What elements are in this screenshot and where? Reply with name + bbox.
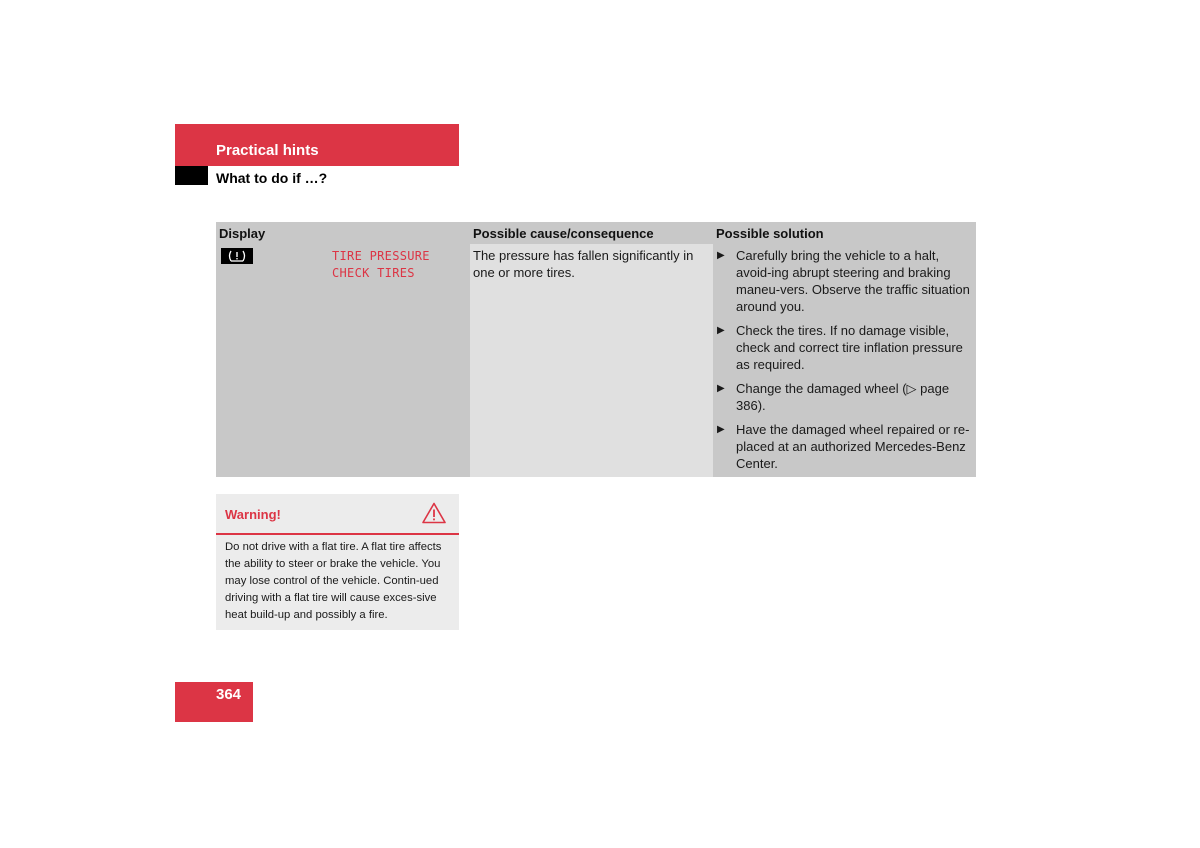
table-header-row [216,222,976,244]
column-header-cause: Possible cause/consequence [473,226,654,241]
subsection-title: What to do if …? [216,170,328,186]
display-message-line1: TIRE PRESSURE [332,249,430,263]
solution-text: Check the tires. If no damage visible, check and correct tire inflation pressure as required. [736,323,963,372]
solution-text: Change the damaged wheel (▷ page 386). [736,381,950,413]
solution-item [716,247,974,315]
warning-label: Warning! [225,507,281,522]
solution-item [716,380,974,414]
tire-pressure-warning-icon [221,248,253,264]
column-header-solution: Possible solution [716,226,824,241]
warning-box [216,494,459,630]
display-messages-table [216,222,976,477]
section-title: Practical hints [216,142,319,159]
solution-item [716,322,974,373]
page-number-box [175,682,253,722]
solution-item [716,421,974,472]
bullet-arrow-icon: ▶ [717,383,725,394]
bullet-arrow-icon: ▶ [717,325,725,336]
solution-text: Carefully bring the vehicle to a halt, avoid-ing abrupt steering and braking maneu-vers. Observe the traffic situation around you. [736,248,970,314]
bullet-arrow-icon: ▶ [717,250,725,261]
solution-list [716,247,974,479]
warning-triangle-icon [422,502,446,524]
warning-text: Do not drive with a flat tire. A flat tire affects the ability to steer or brake the vehicle. You may lose control of the vehicle. Contin-ued driving with a flat tire will cause exces-sive heat build-up and possibly a fire. [225,541,442,621]
bullet-arrow-icon: ▶ [717,424,725,435]
page-number: 364 [216,686,242,703]
warning-header [216,494,459,535]
cause-text: The pressure has fallen significantly in one or more tires. [473,248,694,280]
section-marker-tab [175,166,208,185]
display-message-line2: CHECK TIRES [332,266,415,280]
display-message [332,248,430,282]
column-header-display: Display [219,226,266,241]
solution-text: Have the damaged wheel repaired or re-placed at an authorized Mercedes-Benz Center. [736,422,970,471]
